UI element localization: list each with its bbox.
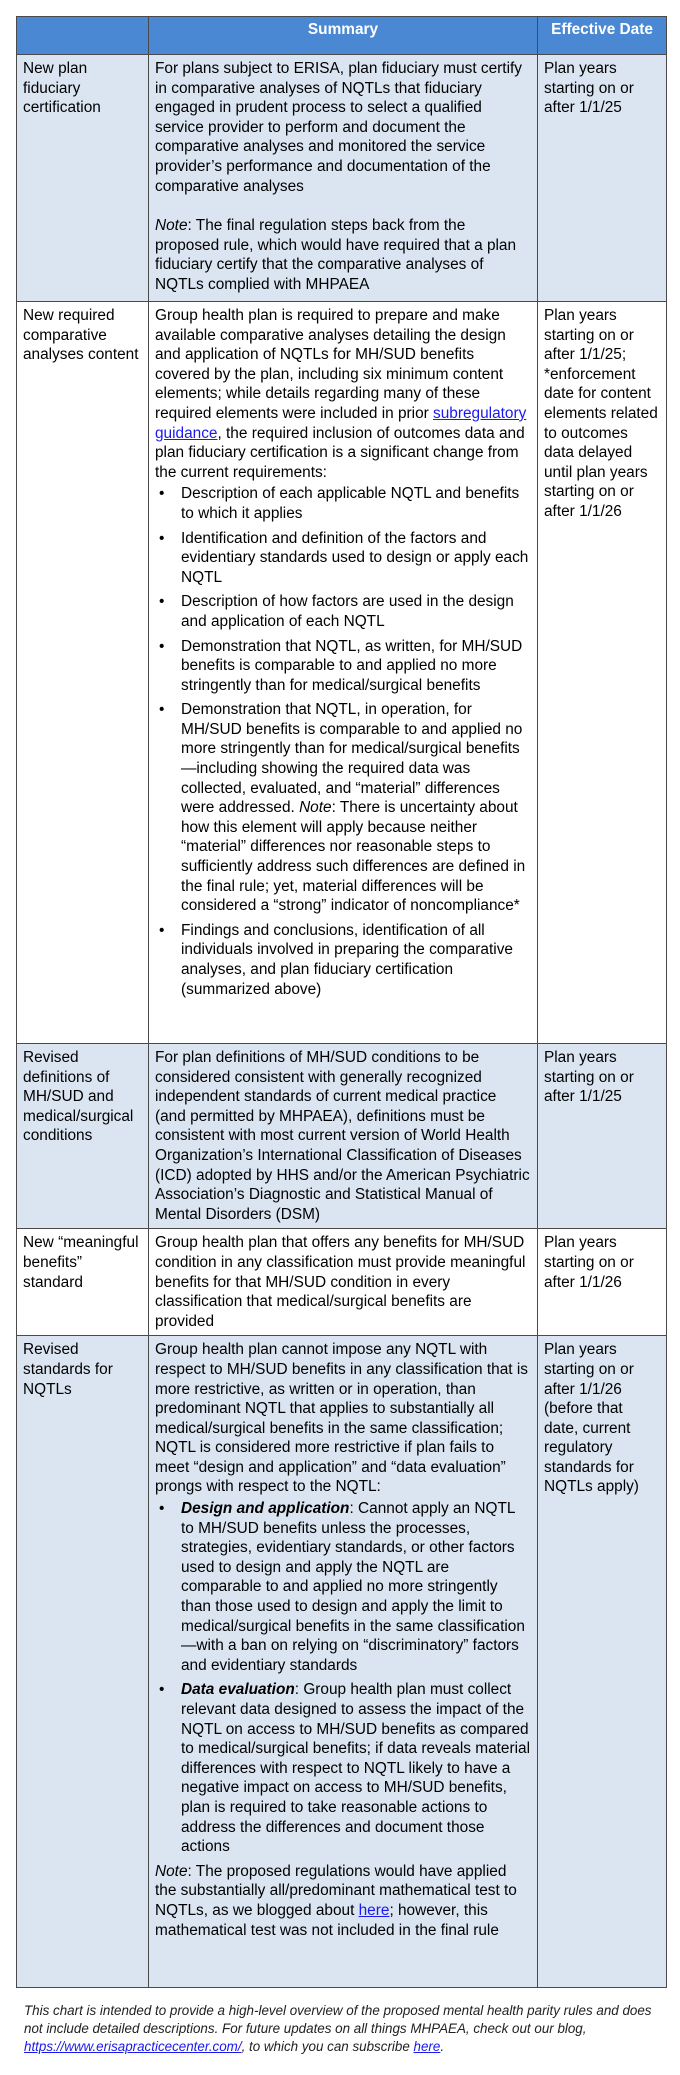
row-label: New “meaningful benefits” standard bbox=[17, 1229, 149, 1336]
row-summary: Group health plan that offers any benefits for MH/SUD condition in any classification must provide meaningful benefits for that MH/SUD condition in every classification that medical/surgical benefits are provided bbox=[149, 1229, 538, 1336]
subregulatory-guidance-link[interactable]: subregulatory guidance bbox=[155, 404, 527, 442]
table-row bbox=[17, 302, 667, 1044]
list-item: • Demonstration that NQTL, in operation, for MH/SUD benefits is comparable to and applied no more stringently than for medical/surgical benefits—including showing the required data was collected, evaluated, and “material” differences were addressed. Note: There is uncertainty about how this element will apply because neither “material” differences nor reasonable steps to sufficiently address such differences are defined in the final rule; yet, material differences will be considered a “strong” indicator of noncompliance* bbox=[181, 700, 531, 916]
row-label: Revised standards for NQTLs bbox=[17, 1336, 149, 1988]
content-elements-list bbox=[155, 484, 531, 999]
summary-text: Group health plan cannot impose any NQTL with respect to MH/SUD benefits in any classification that is more restrictive, as written or in operation, than predominant NQTL that applies to substantially all medical/surgical benefits in the same classification; NQTL is considered more restrictive if plan fails to meet “design and application” and “data evaluation” prongs with respect to the NQTL: bbox=[155, 1341, 528, 1496]
header-summary: Summary bbox=[149, 17, 538, 55]
table-row bbox=[17, 55, 667, 302]
disclaimer-footer: This chart is intended to provide a high-level overview of the proposed mental health parity rules and does not include detailed descriptions. For future updates on all things MHPAEA, check out our blog, https://www.erisapracticecenter.com/, to which you can subscribe here. bbox=[24, 2003, 652, 2054]
row-summary bbox=[149, 55, 538, 302]
subscribe-here-link[interactable]: here bbox=[413, 2039, 441, 2054]
list-item: • Description of how factors are used in the design and application of each NQTL bbox=[181, 592, 531, 631]
list-item: • Demonstration that NQTL, as written, for MH/SUD benefits is comparable to and applied no more stringently than for medical/surgical benefits bbox=[181, 637, 531, 696]
summary-note bbox=[155, 216, 531, 294]
row-summary bbox=[149, 302, 538, 1044]
row-label: Revised definitions of MH/SUD and medical/surgical conditions bbox=[17, 1044, 149, 1229]
header-topic bbox=[17, 17, 149, 55]
summary-text: Group health plan is required to prepare and make available comparative analyses detailing the design and application of NQTLs for MH/SUD benefits covered by the plan, including six minimum content elements; while details regarding many of these required elements were included in prior subregulatory guidance, the required inclusion of outcomes data and plan fiduciary certification is a significant change from the current requirements: bbox=[155, 307, 527, 481]
list-item: • Description of each applicable NQTL and benefits to which it applies bbox=[181, 484, 531, 523]
row-effective-date: Plan years starting on or after 1/1/26 bbox=[538, 1229, 667, 1336]
blog-here-link[interactable]: here bbox=[358, 1901, 390, 1919]
table-row bbox=[17, 1044, 667, 1229]
note-label: Note bbox=[155, 1862, 188, 1880]
list-item: • Identification and definition of the factors and evidentiary standards used to design or apply each NQTL bbox=[181, 529, 531, 588]
list-item: • Design and application: Cannot apply an NQTL to MH/SUD benefits unless the processes, strategies, evidentiary standards, or other factors used to design and apply the NQTL are comparable to and applied no more stringently than those used to design and apply the limit to medical/surgical benefits in the same classification—with a ban on relying on “discriminatory” factors and evidentiary standards bbox=[181, 1499, 531, 1675]
table-row bbox=[17, 1229, 667, 1336]
row-label: New plan fiduciary certification bbox=[17, 55, 149, 302]
table-row bbox=[17, 1336, 667, 1988]
list-item: • Findings and conclusions, identification of all individuals involved in preparing the comparative analyses, and plan fiduciary certification (summarized above) bbox=[181, 921, 531, 999]
blog-url-link[interactable]: https://www.erisapracticecenter.com/ bbox=[24, 2039, 242, 2054]
note-label: Note bbox=[155, 217, 188, 235]
list-item: • Data evaluation: Group health plan must collect relevant data designed to assess the impact of the NQTL on access to MH/SUD benefits as compared to medical/surgical benefits; if data reveals material differences with respect to NQTL likely to have a negative impact on access to MH/SUD benefits, plan is required to take reasonable actions to address the differences and document those actions bbox=[181, 1680, 531, 1856]
note-label: Note bbox=[299, 799, 332, 817]
row-summary bbox=[149, 1336, 538, 1988]
prong-title: Design and application bbox=[181, 1500, 350, 1518]
row-effective-date: Plan years starting on or after 1/1/25 bbox=[538, 1044, 667, 1229]
summary-note: Note: The proposed regulations would have applied the substantially all/predominant mathematical test to NQTLs, as we blogged about here; however, this mathematical test was not included in the final rule bbox=[155, 1862, 517, 1939]
row-effective-date: Plan years starting on or after 1/1/26 (before that date, current regulatory standards for NQTLs apply) bbox=[538, 1336, 667, 1988]
note-text: : The final regulation steps back from the proposed rule, which would have required that a plan fiduciary certify that the comparative analyses of NQTLs complied with MHPAEA bbox=[155, 217, 517, 293]
row-label: New required comparative analyses content bbox=[17, 302, 149, 1044]
parity-rules-table bbox=[16, 16, 667, 1988]
header-effective-date: Effective Date bbox=[538, 17, 667, 55]
prong-title: Data evaluation bbox=[181, 1681, 295, 1699]
row-effective-date: Plan years starting on or after 1/1/25 bbox=[538, 55, 667, 302]
nqtl-prongs-list bbox=[155, 1499, 531, 1857]
row-effective-date: Plan years starting on or after 1/1/25; *enforcement date for content elements related to outcomes data delayed until plan years starting on or after 1/1/26 bbox=[538, 302, 667, 1044]
row-summary: For plan definitions of MH/SUD conditions to be considered consistent with generally recognized independent standards of current medical practice (and permitted by MHPAEA), definitions must be consistent with most current version of World Health Organization’s International Classification of Diseases (ICD) adopted by HHS and/or the American Psychiatric Association’s Diagnostic and Statistical Manual of Mental Disorders (DSM) bbox=[149, 1044, 538, 1229]
table-header-row bbox=[17, 17, 667, 55]
summary-text: For plans subject to ERISA, plan fiduciary must certify in comparative analyses of NQTLs that fiduciary engaged in prudent process to select a qualified service provider to perform and document the comparative analyses and monitored the service provider’s performance and documentation of the comparative analyses bbox=[155, 60, 522, 195]
